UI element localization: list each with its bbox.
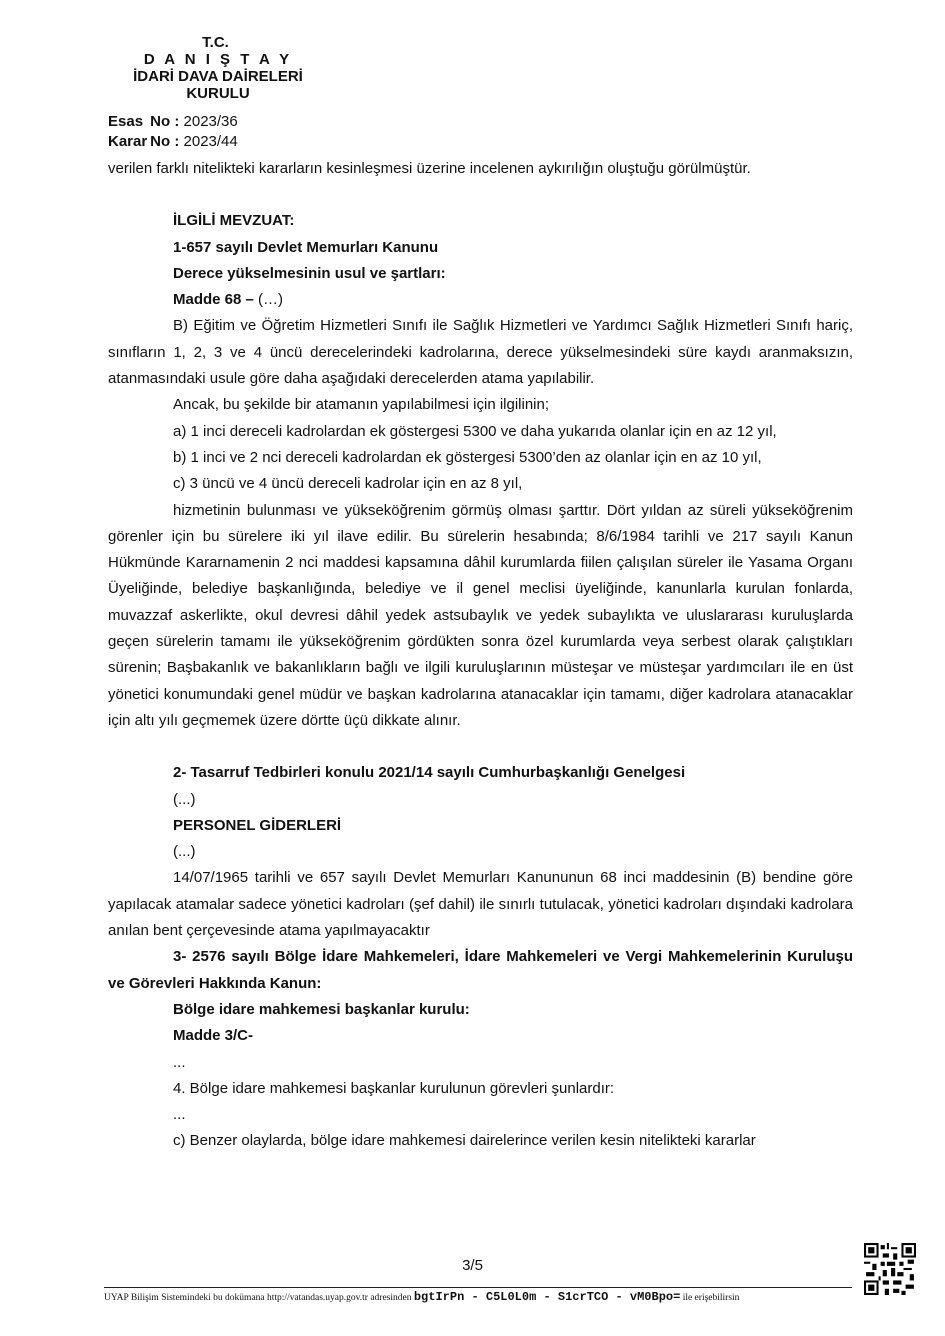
madde-68-ellipsis: (…) [253, 291, 284, 309]
dots-1: ... [173, 1053, 186, 1071]
footer-divider [104, 1287, 852, 1288]
madde-68-label: Madde 68 – [173, 291, 254, 309]
heading-bolge: Bölge idare mahkemesi başkanlar kurulu: [173, 1000, 470, 1018]
qr-code-icon [864, 1243, 916, 1295]
paragraph-hizmet: hizmetinin bulunması ve yükseköğrenim görmüş olması şarttır. Dört yıldan az süreli yükseköğrenim görenler için bu sürelere iki yıl ilave edilir. Bu sürelerin hesabında; 8/6/1984 tarihli ve 217 sayılı Kanun Hükmünde Kararnamenin 2 nci maddesi kapsamına dâhil kurumlarda fiilen çalışılan süreler ile Yasama Organı Üyeliğinde, belediye başkanlığında, belediye ve il genel meclisi üyeliğinde, kanunlarla kurulan fonlarda, muvazzaf askerlikte, okul devresi dâhil yedek astsubaylık ve yedek subaylıkta ve uluslararası kuruluşlarda geçen sürelerin tamamı ile yükseköğrenim gördükten sonra özel kurumlarda veya serbest olarak çalıştıkları sürenin; Başbakanlık ve bakanlıkların bağlı ve ilgili kuruluşlarının müsteşar ve müsteşar yardımcıları ile en üst yönetici konumundaki genel müdür ve başkan kadrolarına atanacaklar için tamamı, diğer kadrolara atanacaklar için altı yılı geçmemek üzere dörtte üçü dikkate alınır. [108, 501, 853, 729]
footer-text [104, 1290, 864, 1304]
esas-value: 2023/36 [183, 113, 238, 130]
document-body [108, 156, 853, 1155]
court-header [108, 34, 328, 102]
header-danistay: D A N I Ş T A Y [143, 51, 293, 68]
item-c: c) 3 üncü ve 4 üncü dereceli kadrolar için en az 8 yıl, [173, 475, 523, 493]
heading-2576: 3- 2576 sayılı Bölge İdare Mahkemeleri, İdare Mahkemeleri ve Vergi Mahkemelerinin Kuruluşu ve Görevleri Hakkında Kanun: [108, 948, 853, 992]
esas-no-label: No : [150, 113, 180, 130]
verification-code: bgtIrPn - C5L0L0m - S1crTCO - vM0Bpo= [413, 1290, 681, 1304]
esas-line [108, 112, 238, 132]
dots-2: ... [173, 1106, 186, 1124]
heading-tasarruf: 2- Tasarruf Tedbirleri konulu 2021/14 sayılı Cumhurbaşkanlığı Genelgesi [173, 764, 686, 782]
item-b: b) 1 inci ve 2 nci dereceli kadrolardan ek göstergesi 5300’den az olanlar için en az 10 yıl, [173, 448, 762, 466]
item-c-2: c) Benzer olaylarda, bölge idare mahkemesi dairelerince verilen kesin nitelikteki kararlar [173, 1132, 756, 1150]
item-4: 4. Bölge idare mahkemesi başkanlar kurulunun görevleri şunlardır: [173, 1079, 615, 1097]
karar-no-label: No : [150, 133, 180, 150]
ellipsis-2: (...) [173, 843, 196, 861]
footer-suffix: ile erişebilirsin [680, 1293, 740, 1303]
heading-derece: Derece yükselmesinin usul ve şartları: [173, 264, 446, 282]
madde-68 [108, 287, 853, 313]
header-kurulu: KURULU [186, 85, 250, 102]
footer-prefix: UYAP Bilişim Sistemindeki bu dokümana http://vatandas.uyap.gov.tr adresinden [104, 1293, 414, 1303]
heading-kanun-657: 1-657 sayılı Devlet Memurları Kanunu [173, 238, 439, 256]
paragraph-b: B) Eğitim ve Öğretim Hizmetleri Sınıfı ile Sağlık Hizmetleri ve Yardımcı Sağlık Hizmetleri Sınıfı hariç, sınıfların 1, 2, 3 ve 4 üncü derecelerindeki kadrolarına, derece yükselmesindeki süre kaydı aranmaksızın, atanmasındaki usule göre daha aşağıdaki derecelerden atama yapılabilir. [108, 317, 853, 388]
header-daireler: İDARİ DAVA DAİRELERİ [133, 68, 303, 85]
karar-line [108, 132, 238, 152]
karar-value: 2023/44 [183, 133, 238, 150]
continuation-paragraph: verilen farklı nitelikteki kararların kesinleşmesi üzerine incelenen aykırılığın oluştuğu görülmüştür. [108, 160, 751, 177]
paragraph-ancak: Ancak, bu şekilde bir atamanın yapılabilmesi için ilgilinin; [173, 396, 550, 414]
heading-madde-3c: Madde 3/C- [173, 1027, 254, 1045]
karar-label: Karar [108, 133, 148, 150]
page-number: 3/5 [462, 1257, 483, 1274]
esas-label: Esas [108, 113, 144, 130]
heading-personel: PERSONEL GİDERLERİ [173, 816, 342, 834]
ellipsis-1: (...) [173, 790, 196, 808]
header-tc: T.C. [202, 34, 229, 51]
heading-mevzuat: İLGİLİ MEVZUAT: [173, 212, 295, 230]
item-a: a) 1 inci dereceli kadrolardan ek göstergesi 5300 ve daha yukarıda olanlar için en az 12 yıl, [173, 422, 777, 440]
paragraph-1965: 14/07/1965 tarihli ve 657 sayılı Devlet Memurları Kanununun 68 inci maddesinin (B) bendine göre yapılacak atamalar sadece yönetici kadroları (şef dahil) ile sınırlı tutulacak, yönetici kadroları dışındaki kadrolara anılan bent çerçevesinde atama yapılmayacaktır [108, 869, 853, 940]
